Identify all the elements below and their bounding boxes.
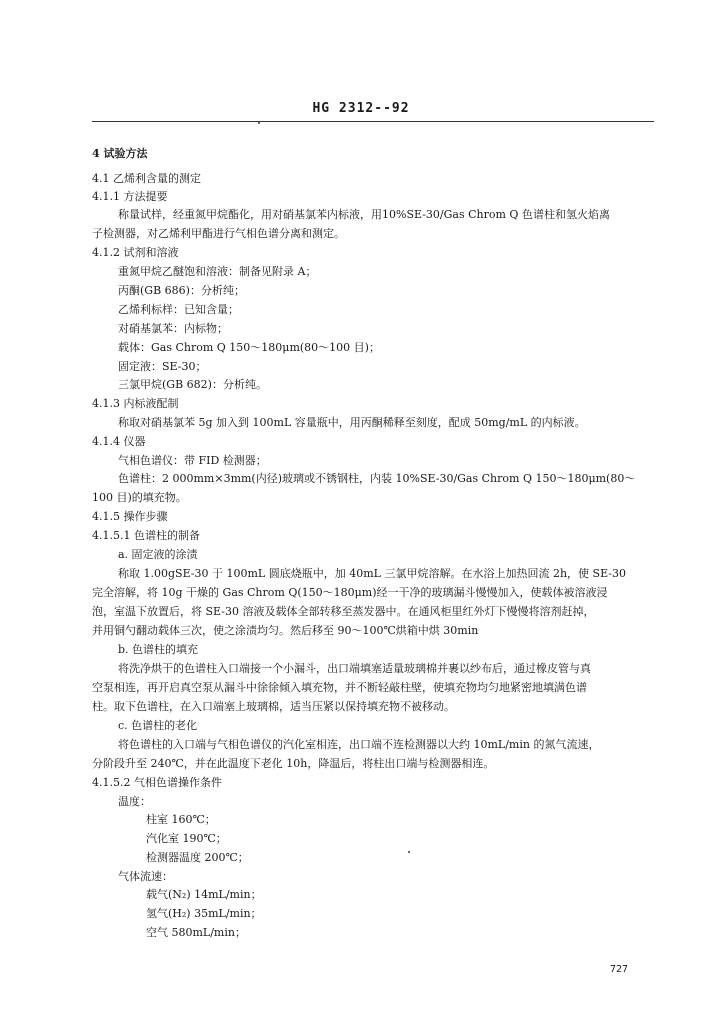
standard-code-header: HG 2312--92 [312, 101, 410, 116]
section-4-1-4-title: 4.1.4 仪器 [92, 435, 146, 448]
paragraph-line: 称取 1.00gSE-30 于 100mL 圆底烧瓶中，加 40mL 三氯甲烷溶解。在水浴上加热回流 2h，使 SE-30 [118, 567, 627, 580]
section-4-1-5-1-title: 4.1.5.1 色谱柱的制备 [92, 529, 200, 542]
reagent-item: 丙酮(GB 686)：分析纯； [118, 284, 245, 297]
paragraph-line: 称量试样，经重氮甲烷酯化，用对硝基氯苯内标液，用10%SE-30/Gas Chrom Q 色谱柱和氢火焰离 [118, 208, 610, 221]
section-4-title: 4 试验方法 [92, 147, 148, 160]
subitem-b-title: b. 色谱柱的填充 [118, 643, 199, 656]
header-rule [92, 121, 654, 122]
temperature-label: 温度： [118, 795, 151, 808]
reagent-item: 重氮甲烷乙醚饱和溶液：制备见附录 A； [118, 265, 317, 278]
reagent-item: 三氯甲烷(GB 682)：分析纯。 [118, 378, 267, 391]
paragraph-line: 完全溶解，将 10g 干燥的 Gas Chrom Q(150～180μm)经一干净的玻璃漏斗慢慢加入，使载体被溶液浸 [92, 586, 608, 599]
section-4-1-1-title: 4.1.1 方法提要 [92, 190, 168, 203]
gas-flow-item: 载气(N₂) 14mL/min； [146, 888, 262, 901]
paragraph-line: 称取对硝基氯苯 5g 加入到 100mL 容量瓶中，用丙酮稀释至刻度，配成 50mg/mL 的内标液。 [118, 416, 586, 429]
section-4-1-5-title: 4.1.5 操作步骤 [92, 510, 168, 523]
section-4-1-title: 4.1 乙烯利含量的测定 [92, 172, 201, 185]
reagent-item: 乙烯利标样：已知含量； [118, 303, 239, 316]
paragraph-line: 空泵相连，再开启真空泵从漏斗中徐徐倾入填充物，并不断轻敲柱壁，使填充物均匀地紧密地填满色谱 [92, 681, 587, 694]
section-4-1-2-title: 4.1.2 试剂和溶液 [92, 246, 179, 259]
scan-speck [408, 851, 410, 853]
temperature-item: 汽化室 190℃； [146, 832, 227, 845]
instrument-item: 100 目)的填充物。 [92, 491, 187, 504]
scan-speck [258, 122, 260, 124]
gas-flow-label: 气体流速： [118, 870, 173, 883]
subitem-a-title: a. 固定液的涂渍 [118, 548, 198, 561]
paragraph-line: 柱。取下色谱柱，在入口端塞上玻璃棉，适当压紧以保持填充物不被移动。 [92, 700, 455, 713]
instrument-item: 气相色谱仪：带 FID 检测器； [118, 454, 267, 467]
paragraph-line: 子检测器，对乙烯利甲酯进行气相色谱分离和测定。 [92, 227, 345, 240]
section-4-1-3-title: 4.1.3 内标液配制 [92, 397, 179, 410]
page-number: 727 [610, 964, 629, 975]
paragraph-line: 将色谱柱的入口端与气相色谱仪的汽化室相连，出口端不连检测器以大约 10mL/min 的氮气流速， [118, 738, 600, 751]
reagent-item: 对硝基氯苯：内标物； [118, 322, 228, 335]
temperature-item: 柱室 160℃； [146, 813, 216, 826]
instrument-item: 色谱柱：2 000mm×3mm(内径)玻璃或不锈钢柱，内装 10%SE-30/Gas Chrom Q 150～180μm(80～ [118, 472, 636, 485]
gas-flow-item: 氢气(H₂) 35mL/min； [146, 907, 262, 920]
subitem-c-title: c. 色谱柱的老化 [118, 719, 198, 732]
paragraph-line: 并用铜勺翻动载体三次，使之涂渍均匀。然后移至 90～100℃烘箱中烘 30min [92, 624, 479, 637]
gas-flow-item: 空气 580mL/min； [146, 926, 246, 939]
paragraph-line: 分阶段升至 240℃，并在此温度下老化 10h，降温后，将柱出口端与检测器相连。 [92, 757, 495, 770]
reagent-item: 载体：Gas Chrom Q 150～180μm(80～100 目)； [118, 341, 380, 354]
temperature-item: 检测器温度 200℃； [146, 851, 249, 864]
paragraph-line: 将洗净烘干的色谱柱入口端接一个小漏斗，出口端填塞适量玻璃棉并裹以纱布后，通过橡皮管与真 [118, 662, 591, 675]
section-4-1-5-2-title: 4.1.5.2 气相色谱操作条件 [92, 776, 222, 789]
reagent-item: 固定液：SE-30； [118, 360, 207, 373]
paragraph-line: 泡，室温下放置后，将 SE-30 溶液及载体全部转移至蒸发器中。在通风柜里红外灯下慢慢将溶剂赶掉， [92, 605, 595, 618]
